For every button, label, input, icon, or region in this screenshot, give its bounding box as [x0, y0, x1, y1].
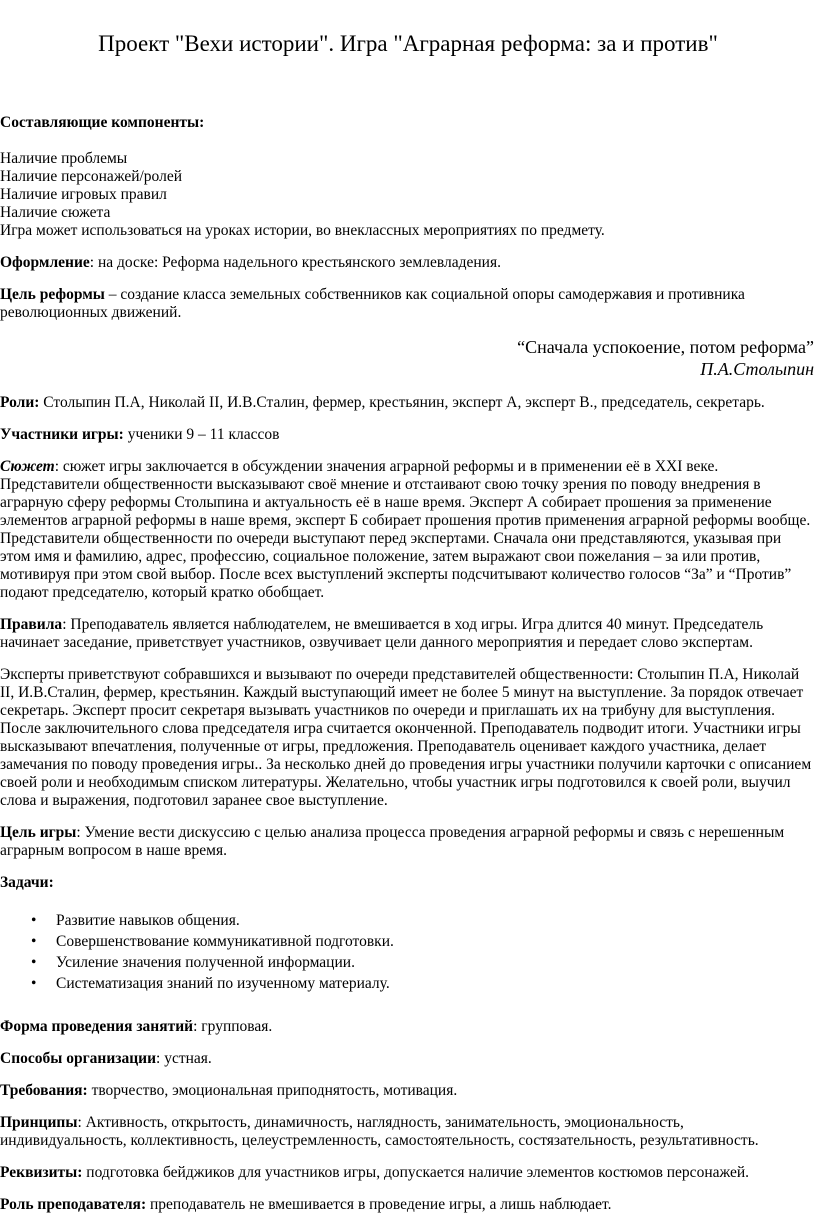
epigraph — [0, 336, 814, 380]
components-item: Наличие игровых правил — [0, 186, 167, 203]
list-item — [0, 910, 814, 931]
props-text: подготовка бейджиков для участников игры, допускается наличие элементов костюмов персонажей. — [82, 1164, 750, 1181]
list-item — [0, 952, 814, 973]
requirements-text: творчество, эмоциональная приподнятость, мотивация. — [87, 1082, 458, 1099]
teacher-role-text: преподаватель не вмешивается в проведение игры, а лишь наблюдает. — [146, 1196, 612, 1213]
components-item: Наличие персонажей/ролей — [0, 168, 183, 185]
game-goal-text: : Умение вести дискуссию с целью анализа процесса проведения аграрной реформы и связь с нерешенным аграрным вопросом в наше время. — [0, 824, 785, 859]
components-item: Наличие сюжета — [0, 204, 111, 221]
reform-goal-label: Цель реформы — [0, 286, 105, 303]
design-label: Оформление — [0, 254, 90, 271]
teacher-role-paragraph — [0, 1196, 814, 1214]
requirements-label: Требования: — [0, 1082, 88, 1099]
plot-paragraph — [0, 458, 814, 602]
epigraph-text: “Сначала успокоение, потом реформа” — [517, 337, 814, 357]
roles-label: Роли: — [0, 394, 40, 411]
reform-goal-paragraph — [0, 286, 814, 322]
methods-paragraph — [0, 1050, 814, 1068]
participants-label: Участники игры: — [0, 426, 124, 443]
props-paragraph — [0, 1164, 814, 1182]
game-goal-label: Цель игры — [0, 824, 77, 841]
bullet-icon: • — [31, 912, 37, 929]
teacher-role-label: Роль преподавателя: — [0, 1196, 147, 1213]
roles-paragraph — [0, 394, 814, 412]
rules-text: : Преподаватель является наблюдателем, не вмешивается в ход игры. Игра длится 40 минут. Председатель начинает заседание, приветствует участников, озвучивает цели данного мероприятия и передает слово экспертам. — [0, 616, 764, 651]
roles-text: Столыпин П.А, Николай II, И.В.Сталин, фермер, крестьянин, эксперт А, эксперт В., председатель, секретарь. — [39, 394, 765, 411]
bullet-icon: • — [31, 975, 37, 992]
components-list — [0, 150, 814, 240]
list-item-text: Систематизация знаний по изученному материалу. — [56, 975, 390, 992]
methods-label: Способы организации — [0, 1050, 157, 1067]
principles-label: Принципы — [0, 1114, 78, 1131]
components-heading: Составляющие компоненты: — [0, 114, 205, 131]
rules-paragraph — [0, 616, 814, 652]
bullet-icon: • — [31, 933, 37, 950]
participants-text: ученики 9 – 11 классов — [123, 426, 280, 443]
props-label: Реквизиты: — [0, 1164, 83, 1181]
principles-text: : Активность, открытость, динамичность, наглядность, занимательность, эмоциональность, индивидуальность, коллективность, целеустремленность, самостоятельность, состязательность, результативность. — [0, 1114, 759, 1149]
form-label: Форма проведения занятий — [0, 1018, 194, 1035]
components-item: Наличие проблемы — [0, 150, 128, 167]
participants-paragraph — [0, 426, 814, 444]
list-item-text: Совершенствование коммуникативной подготовки. — [56, 933, 394, 950]
tasks-heading: Задачи: — [0, 874, 54, 891]
rules-label: Правила — [0, 616, 63, 633]
list-item-text: Развитие навыков общения. — [56, 912, 240, 929]
epigraph-author: П.А.Столыпин — [700, 359, 814, 379]
components-item: Игра может использоваться на уроках истории, во внеклассных мероприятиях по предмету. — [0, 222, 605, 239]
plot-label: Сюжет — [0, 458, 55, 475]
design-paragraph — [0, 254, 814, 272]
design-text: : на доске: Реформа надельного крестьянского землевладения. — [89, 254, 501, 271]
form-text: : групповая. — [193, 1018, 273, 1035]
list-item-text: Усиление значения полученной информации. — [56, 954, 355, 971]
reform-goal-text: – создание класса земельных собственников как социальной опоры самодержавия и противника революционных движений. — [0, 286, 745, 321]
form-paragraph — [0, 1018, 814, 1036]
principles-paragraph — [0, 1114, 814, 1150]
plot-text: : сюжет игры заключается в обсуждении значения аграрной реформы и в применении её в XXI веке. Представители общественности высказывают своё мнение и отстаивают свою точку зрения по поводу внедрения в аграрную сферу реформы Столыпина и актуальность её в наше время. Эксперт А собирает прошения за применение элементов аграрной реформы в наше время, эксперт Б собирает прошения против применения аграрной реформы вообще. Представители общественности по очереди выступают перед экспертами. Сначала они представляются, указывая при этом имя и фамилию, адрес, профессию, социальное положение, затем выражают свои пожелания – за или против, мотивируя при этом свой выбор. После всех выступлений эксперты подсчитывают количество голосов “За” и “Против” подают председателю, который кратко обобщает. — [0, 458, 811, 601]
methods-text: : устная. — [156, 1050, 212, 1067]
document-body — [0, 114, 814, 1214]
tasks-list — [0, 910, 814, 994]
game-goal-paragraph — [0, 824, 814, 860]
bullet-icon: • — [31, 954, 37, 971]
list-item — [0, 973, 814, 994]
requirements-paragraph — [0, 1082, 814, 1100]
list-item — [0, 931, 814, 952]
document-title: Проект "Вехи истории". Игра "Аграрная реформа: за и против" — [98, 31, 718, 56]
experts-paragraph: Эксперты приветствуют собравшихся и вызывают по очереди представителей общественности: Столыпин П.А, Николай II, И.В.Сталин, фермер, крестьянин. Каждый выступающий имеет не более 5 минут на выступление. За порядок отвечает секретарь. Эксперт просит секретаря вызывать участников по очереди и приглашать их на трибуну для выступления. После заключительного слова председателя игра считается оконченной. Преподаватель подводит итоги. Участники игры высказывают впечатления, полученные от игры, предложения. Преподаватель оценивает каждого участника, делает замечания по поводу проведения игры.. За несколько дней до проведения игры участники получили карточки с описанием своей роли и необходимым списком литературы. Желательно, чтобы участник игры подготовился к своей роли, выучил слова и выражения, подготовил заранее свое выступление. — [0, 666, 812, 809]
